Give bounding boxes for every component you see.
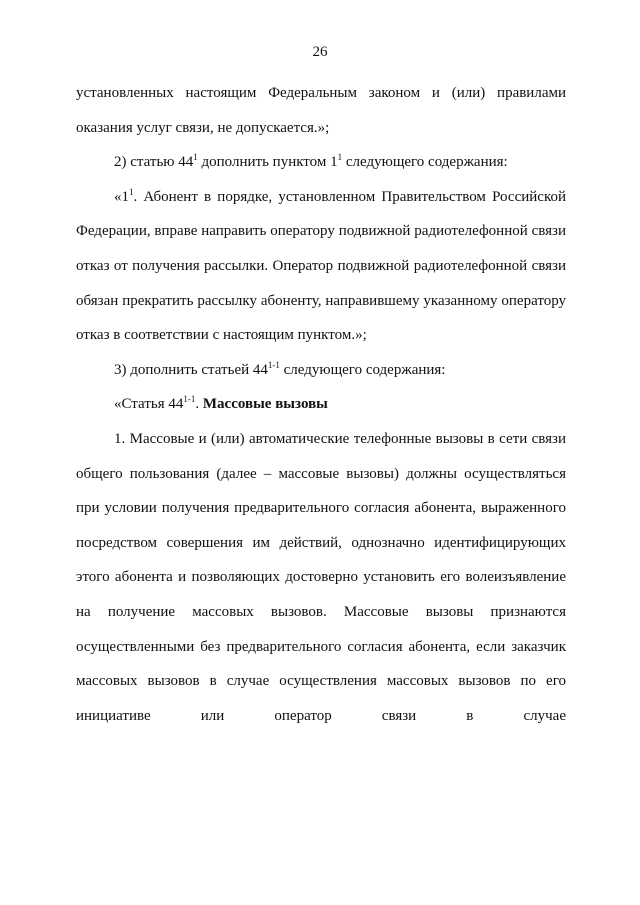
item-2-text-a: 2) статью 44 — [114, 154, 194, 171]
article-heading — [76, 387, 566, 422]
document-body — [76, 76, 566, 733]
item-3-superscript: 1-1 — [267, 359, 280, 370]
point-text-b: . Абонент в порядке, установленном Правительством Российской Федерации, вправе направить оператору подвижной радиотелефонной связи отказ от получения рассылки. Оператор подвижной радиотелефонной связи обязан прекратить рассылку абоненту, направившему указанному оператору отказ в соответствии с настоящим пунктом.»; — [76, 188, 566, 344]
paragraph-point-1-1 — [76, 180, 566, 353]
item-2-text-c: следующего содержания: — [342, 154, 508, 171]
page-number: 26 — [312, 44, 328, 60]
item-2-superscript-b: 1 — [337, 152, 343, 163]
paragraph-item-3 — [76, 353, 566, 388]
paragraph-item-2 — [76, 145, 566, 180]
point-superscript: 1 — [129, 186, 134, 197]
paragraph-continuation: установленных настоящим Федеральным законом и (или) правилами оказания услуг связи, не допускается.»; — [76, 85, 566, 136]
article-label: «Статья 44 — [114, 396, 184, 413]
item-3-text-b: следующего содержания: — [279, 361, 446, 378]
item-2-superscript-a: 1 — [193, 152, 198, 163]
article-superscript: 1-1 — [183, 394, 196, 405]
article-separator: . — [195, 396, 203, 413]
item-2-text-b: дополнить пунктом 1 — [197, 154, 338, 171]
point-text-a: «1 — [114, 188, 129, 205]
paragraph-article-point-1: 1. Массовые и (или) автоматические телефонные вызовы в сети связи общего пользования (далее – массовые вызовы) должны осуществляться при условии получения предварительного согласия абонента, выраженного посредством совершения им действий, однозначно идентифицирующих этого абонента и позволяющих достоверно установить его волеизъявление на получение массовых вызовов. Массовые вызовы признаются осуществленными без предварительного согласия абонента, если заказчик массовых вызовов в случае осуществления массовых вызовов по его инициативе или оператор связи в случае — [76, 430, 566, 724]
article-title: Массовые вызовы — [202, 396, 328, 413]
item-3-text-a: 3) дополнить статьей 44 — [114, 361, 268, 378]
